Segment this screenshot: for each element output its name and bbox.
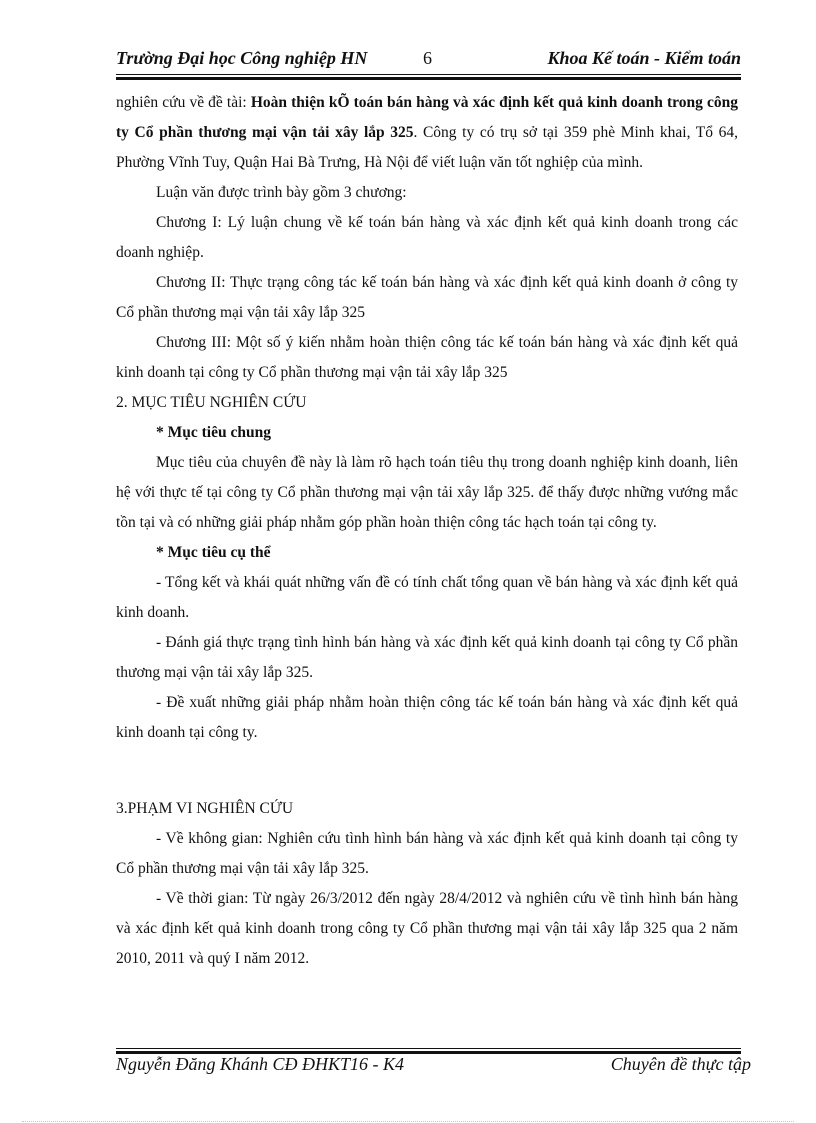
general-goal-text: Mục tiêu của chuyên đề này là làm rõ hạch toán tiêu thụ trong doanh nghiệp kinh doanh, liên hệ với thực tế tại công ty Cổ phần thương mại vận tải xây lắp 325. để thấy được những vướng mắc tồn tại và có những giải pháp nhằm góp phần hoàn thiện công tác hạch toán tại công ty. — [116, 454, 738, 531]
section-3-heading: 3.PHẠM VI NGHIÊN CỨU — [116, 800, 294, 817]
body-text — [116, 88, 738, 974]
scope-time: - Về thời gian: Từ ngày 26/3/2012 đến ngày 28/4/2012 và nghiên cứu về tình hình bán hàng và xác định kết quả kinh doanh trong công ty Cổ phần thương mại vận tải xây lắp 325 qua 2 năm 2010, 2011 và quý I năm 2012. — [116, 890, 738, 967]
intro-suffix: . Công ty có trụ sở tại 359 phè Minh khai, Tổ 64, Phường Vĩnh Tuy, Quận Hai Bà Trưng, Hà Nội để viết luận văn tốt nghiệp của mình. — [116, 124, 738, 171]
specific-goal-heading: * Mục tiêu cụ thể — [156, 544, 271, 561]
specific-goal-1: - Tổng kết và khái quát những vấn đề có tính chất tổng quan về bán hàng và xác định kết quả kinh doanh. — [116, 574, 738, 621]
structure-line: Luận văn được trình bày gồm 3 chương: — [156, 184, 407, 201]
header-page-number: 6 — [423, 48, 432, 68]
section-2-heading: 2. MỤC TIÊU NGHIÊN CỨU — [116, 394, 307, 411]
header-rule — [116, 74, 741, 80]
footer-author: Nguyễn Đăng Khánh CĐ ĐHKT16 - K4 — [116, 1054, 405, 1074]
header-department: Khoa Kế toán - Kiểm toán — [547, 48, 741, 68]
chapter-3: Chương III: Một số ý kiến nhằm hoàn thiện công tác kế toán bán hàng và xác định kết quả kinh doanh tại công ty Cổ phần thương mại vận tải xây lắp 325 — [116, 334, 738, 381]
specific-goal-3: - Đề xuất những giải pháp nhằm hoàn thiện công tác kế toán bán hàng và xác định kết quả kinh doanh tại công ty. — [116, 694, 738, 741]
thesis-topic: Hoàn thiện kÕ toán bán hàng và xác định kết quả kinh doanh trong công ty Cổ phần thương mại vận tải xây lắp 325 — [116, 94, 738, 141]
page-bottom-border — [22, 1121, 794, 1122]
general-goal-heading: * Mục tiêu chung — [156, 424, 271, 441]
scope-space: - Về không gian: Nghiên cứu tình hình bán hàng và xác định kết quả kinh doanh tại công ty Cổ phần thương mại vận tải xây lắp 325. — [116, 830, 738, 877]
page-header — [116, 46, 741, 74]
footer-report-type: Chuyên đề thực tập — [610, 1054, 751, 1074]
intro-prefix: nghiên cứu về đề tài: — [116, 94, 251, 111]
header-school: Trường Đại học Công nghiệp HN — [116, 48, 368, 68]
chapter-2: Chương II: Thực trạng công tác kế toán bán hàng và xác định kết quả kinh doanh ở công ty Cổ phần thương mại vận tải xây lắp 325 — [116, 274, 738, 321]
chapter-1: Chương I: Lý luận chung về kế toán bán hàng và xác định kết quả kinh doanh trong các doanh nghiệp. — [116, 214, 738, 261]
section-spacer — [116, 748, 738, 794]
specific-goal-2: - Đánh giá thực trạng tình hình bán hàng và xác định kết quả kinh doanh tại công ty Cổ phần thương mại vận tải xây lắp 325. — [116, 634, 738, 681]
intro-paragraph — [116, 88, 738, 178]
